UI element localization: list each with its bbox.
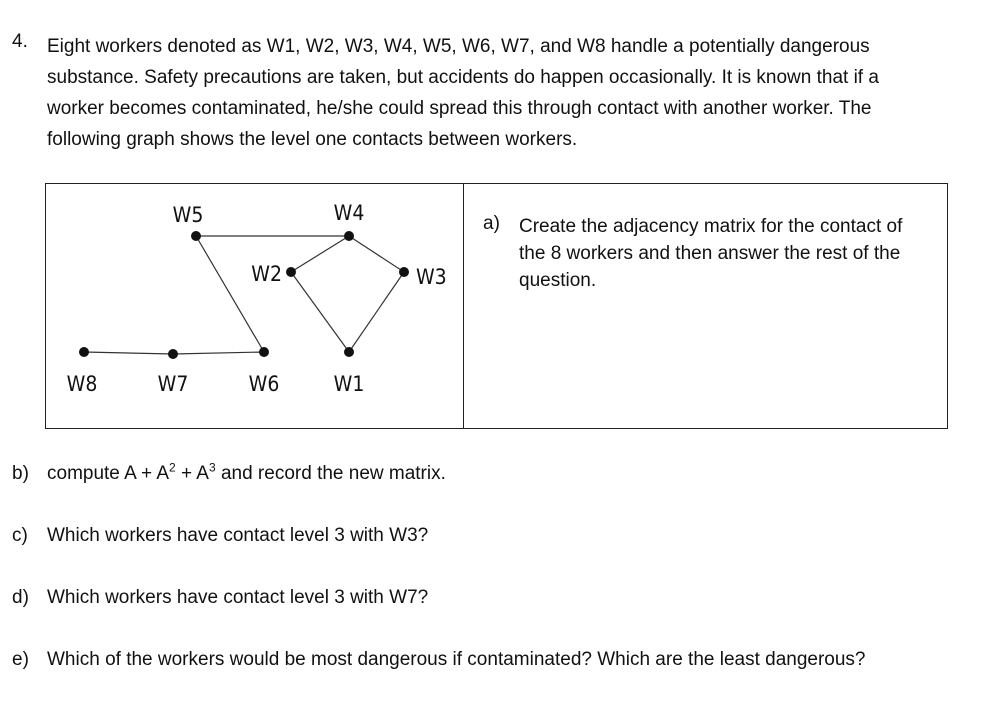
node-w4 xyxy=(344,231,354,241)
part-c-label: c) xyxy=(12,525,28,546)
node-label-w5: W5 xyxy=(172,203,204,227)
part-b-sup-2: 3 xyxy=(208,460,216,475)
part-b-sup-1: 2 xyxy=(169,460,176,475)
node-label-w2: W2 xyxy=(251,262,282,286)
graph-nodes xyxy=(67,201,447,396)
part-d-text: Which workers have contact level 3 with W7? xyxy=(47,587,429,608)
node-label-w3: W3 xyxy=(416,265,447,289)
intro-line: following graph shows the level one contacts between workers. xyxy=(47,129,578,150)
table-divider xyxy=(463,184,464,428)
edge-w8-w7 xyxy=(84,352,173,354)
node-w6 xyxy=(259,347,269,357)
part-a-line: Create the adjacency matrix for the contact of xyxy=(519,216,903,237)
node-label-w4: W4 xyxy=(333,201,365,225)
part-e xyxy=(12,649,866,671)
node-w2 xyxy=(286,267,296,277)
part-a-line: question. xyxy=(519,270,597,291)
part-e-label: e) xyxy=(12,649,29,670)
part-e-text: Which of the workers would be most dangerous if contaminated? Which are the least dangerous? xyxy=(47,649,866,670)
part-a-line: the 8 workers and then answer the rest of the xyxy=(519,243,901,264)
part-c-text: Which workers have contact level 3 with W3? xyxy=(47,525,429,546)
graph-table xyxy=(45,183,948,429)
node-w5 xyxy=(191,231,201,241)
intro-line: substance. Safety precautions are taken, but accidents do happen occasionally. It is known that if a xyxy=(47,67,879,88)
edge-w5-w6 xyxy=(196,236,264,352)
node-w7 xyxy=(168,349,178,359)
intro-line: Eight workers denoted as W1, W2, W3, W4, W5, W6, W7, and W8 handle a potentially dangerous xyxy=(47,36,870,57)
part-a-label: a) xyxy=(483,213,500,234)
node-w1 xyxy=(344,347,354,357)
part-b xyxy=(12,460,446,485)
intro-line: worker becomes contaminated, he/she could spread this through contact with another worker. The xyxy=(47,98,872,119)
part-b-text-1: compute A + A xyxy=(47,463,170,484)
part-d xyxy=(12,587,428,609)
edge-w7-w6 xyxy=(173,352,264,354)
node-label-w8: W8 xyxy=(66,372,98,396)
part-a-text xyxy=(519,213,939,294)
edge-w4-w2 xyxy=(291,236,349,272)
edge-w2-w1 xyxy=(291,272,349,352)
node-label-w6: W6 xyxy=(248,372,280,396)
question-number: 4. xyxy=(12,31,28,52)
part-c xyxy=(12,525,428,547)
part-d-label: d) xyxy=(12,587,29,608)
part-b-text-3: and record the new matrix. xyxy=(215,463,446,484)
question-intro xyxy=(47,31,957,155)
graph-edges xyxy=(84,236,404,354)
contact-graph xyxy=(46,184,463,428)
edge-w3-w1 xyxy=(349,272,404,352)
node-label-w1: W1 xyxy=(333,372,365,396)
node-w8 xyxy=(79,347,89,357)
part-b-label: b) xyxy=(12,463,29,484)
node-label-w7: W7 xyxy=(157,372,189,396)
edge-w4-w3 xyxy=(349,236,404,272)
node-w3 xyxy=(399,267,409,277)
part-b-text-2: + A xyxy=(175,463,209,484)
